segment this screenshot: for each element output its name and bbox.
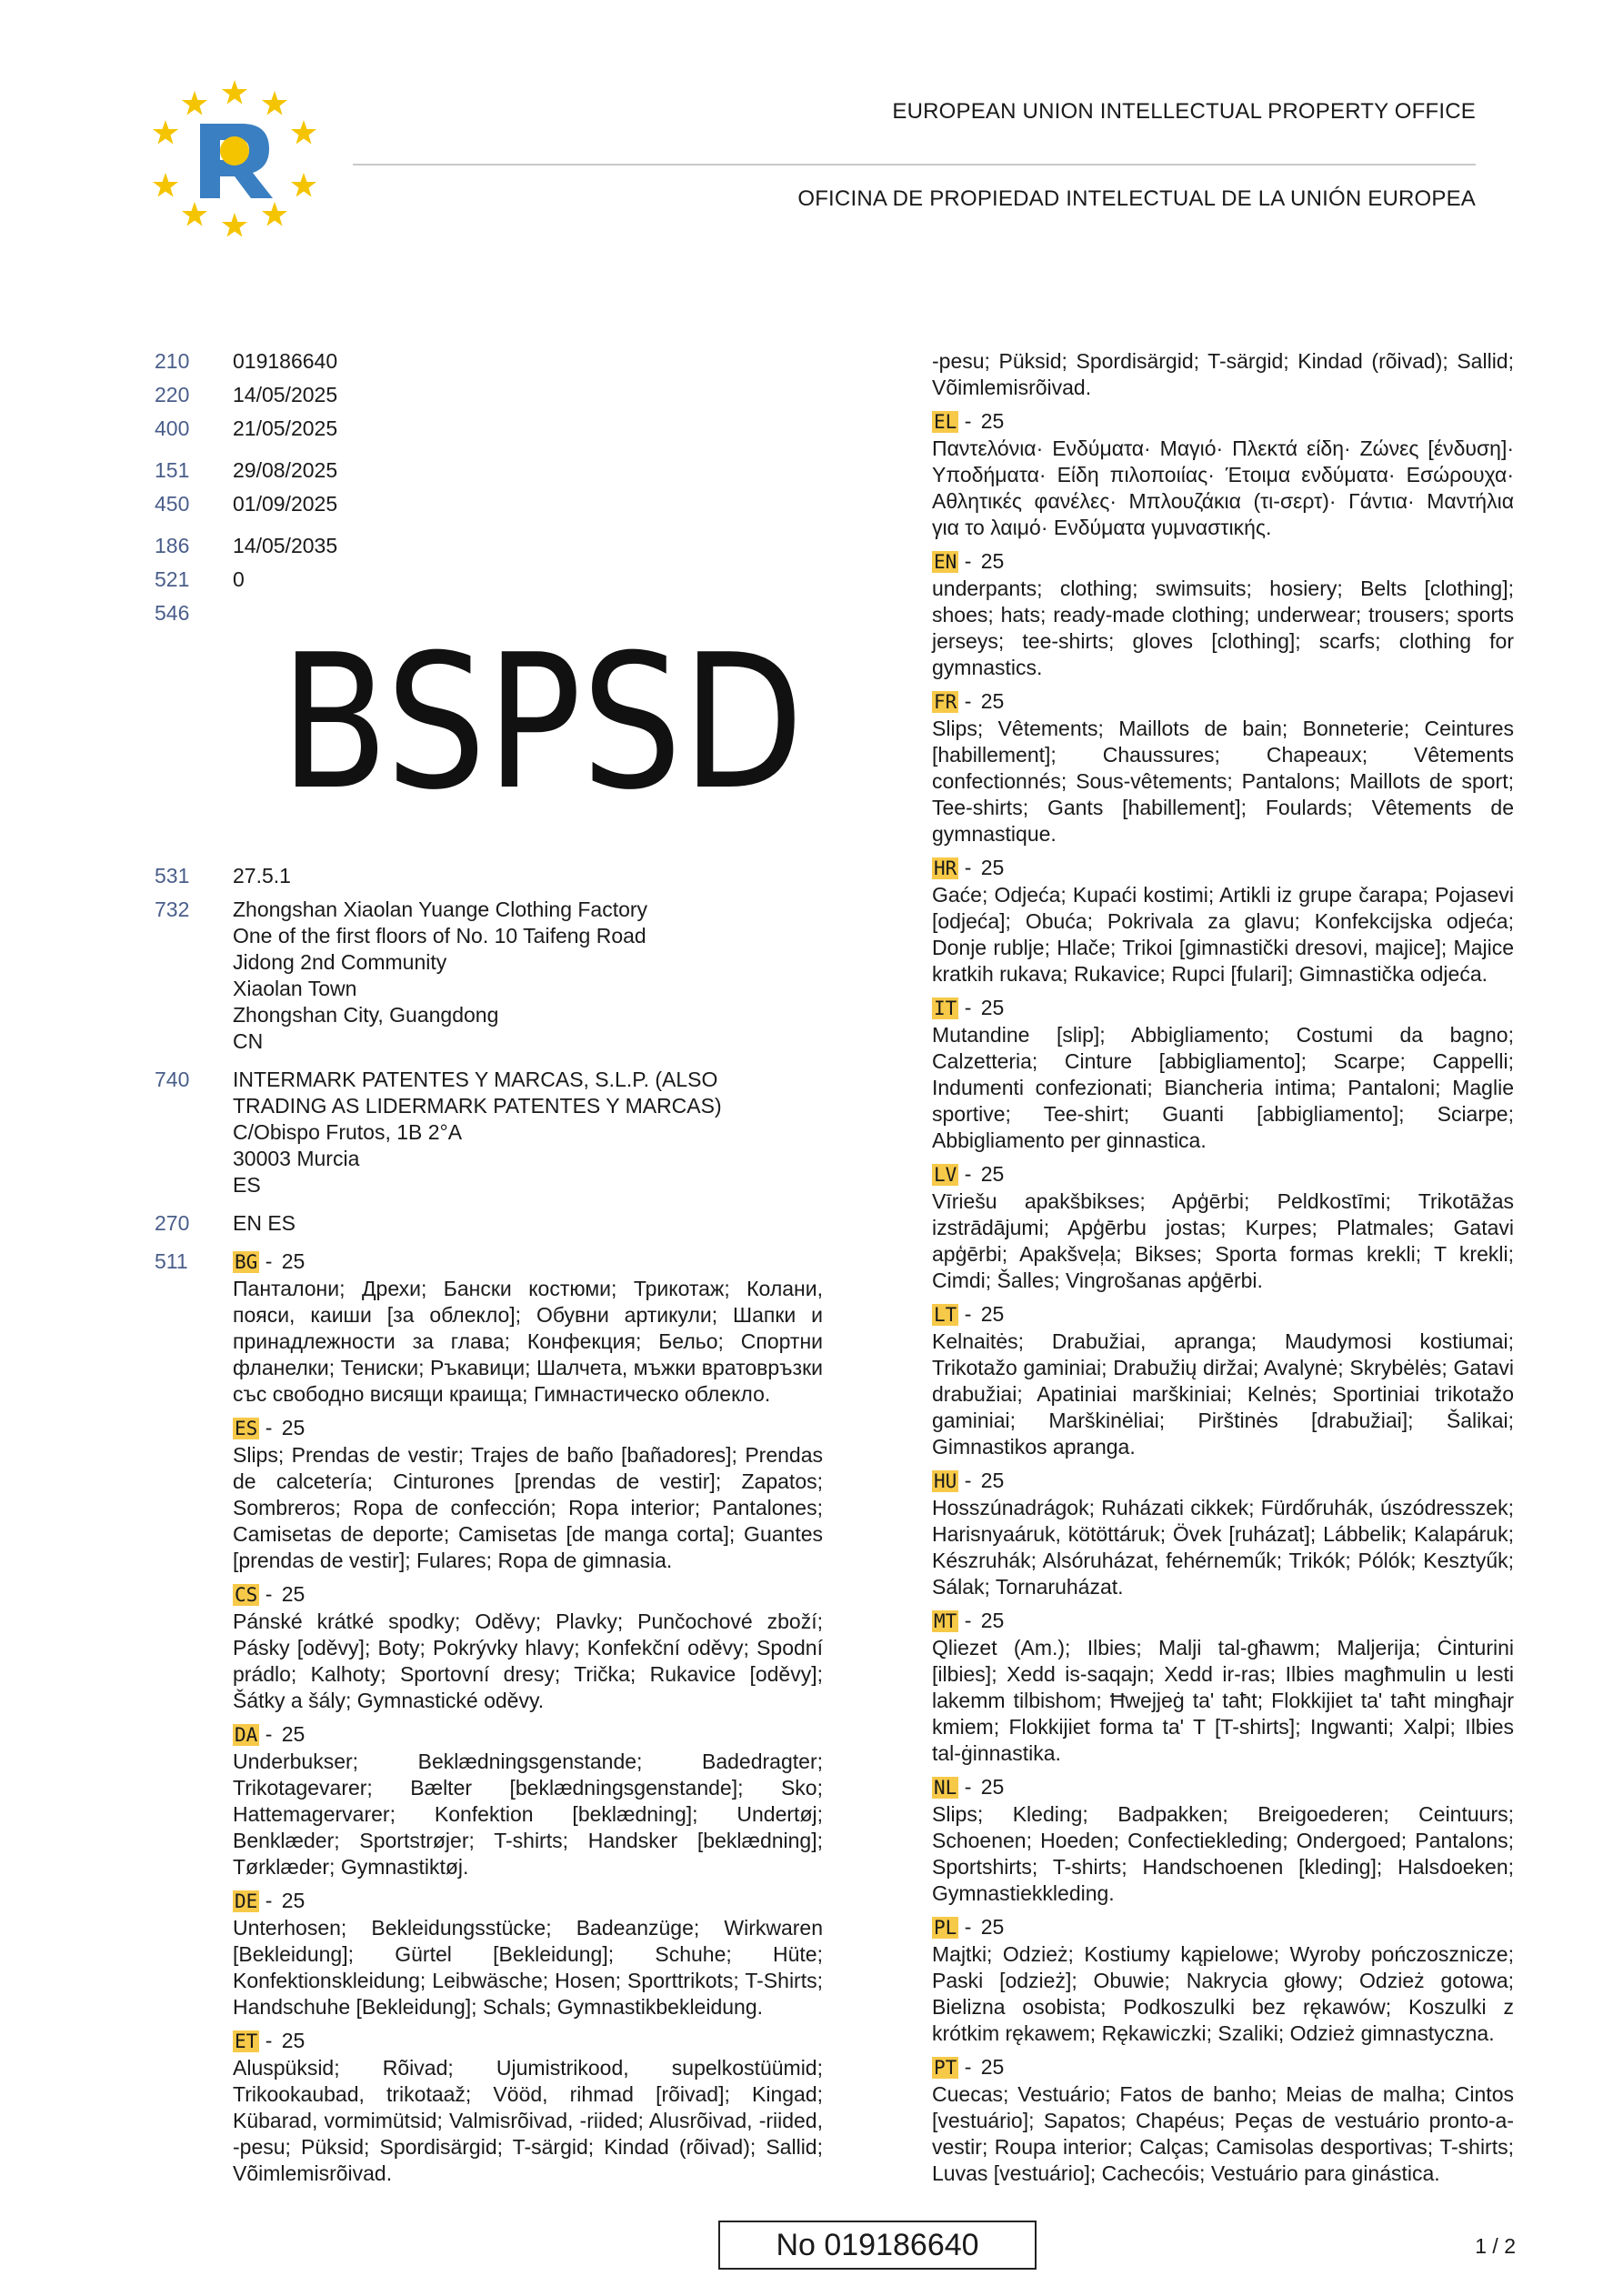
goods-text: Underbukser; Beklædningsgenstande; Badedragter; Trikotagevarer; Bælter [beklædningsgenstande]; Sko; Hattemagervarer; Konfektion [beklædning]; Undertøj; Benklæder; Sportstrøjer; T-shirts; Handsker [beklædning]; Tørklæder; Gymnastiktøj.: [233, 1750, 823, 1879]
class-number: 25: [281, 1249, 306, 1273]
lang-block-hu: [932, 1468, 1514, 1600]
lang-block-bg: [233, 1248, 823, 1408]
lang-tag: BG: [235, 1251, 258, 1273]
goods-list-left: [233, 1248, 823, 2185]
class-number: 25: [980, 1775, 1005, 1799]
class-number: 25: [980, 1469, 1005, 1492]
address-line: 30003 Murcia: [233, 1147, 360, 1170]
field-code: 546: [155, 601, 190, 625]
goods-text-continued: -pesu; Püksid; Spordisärgid; T-särgid; Kindad (rõivad); Sallid; Võimlemisrõivad.: [932, 349, 1514, 399]
field-value: 14/05/2025: [233, 383, 338, 406]
field-value: 01/09/2025: [233, 492, 338, 516]
class-separator: -: [265, 2029, 273, 2052]
lang-block-da: [233, 1721, 823, 1880]
lang-tag: FR: [934, 691, 957, 713]
registration-number-box: No 019186640: [718, 2221, 1037, 2270]
lang-block-hr: [932, 855, 1514, 988]
goods-text: Slips; Vêtements; Maillots de bain; Bonneterie; Ceintures [habillement]; Chaussures; Chapeaux; Vêtements confectionnés; Sous-vêtements; Pantalons; Maillots de sport; Tee-shirts; Gants [habillement]; Foulards; Vêtements de gymnastique.: [932, 717, 1514, 846]
owner-address: [233, 897, 823, 1055]
field-code: 531: [155, 864, 190, 887]
address-line: Jidong 2nd Community: [233, 950, 447, 974]
field-value: 0: [233, 567, 245, 591]
address-line: C/Obispo Frutos, 1B 2°A: [233, 1120, 463, 1144]
lang-tag: NL: [934, 1777, 957, 1799]
address-line: Zhongshan Xiaolan Yuange Clothing Factory: [233, 897, 648, 921]
euipo-logo-icon: [153, 78, 316, 242]
field-code: 521: [155, 567, 190, 591]
field-code: 740: [155, 1068, 190, 1091]
lang-block-cs: [233, 1581, 823, 1714]
goods-text: Παντελόνια· Ενδύματα· Μαγιό· Πλεκτά είδη· Ζώνες [ένδυση]· Υποδήματα· Είδη πιλοποιίας· Έτοιμα ενδύματα· Εσώρουχα· Αθλητικές φανέλες· Μπλουζάκια (τι-σερτ)· Γάντια· Μαντήλια για το λαιμό· Ενδύματα γυμναστικής.: [932, 436, 1514, 539]
goods-text: Pánské krátké spodky; Oděvy; Plavky; Punčochové zboží; Pásky [oděvy]; Boty; Pokrývky hlavy; Konfekční oděvy; Spodní prádlo; Kalhoty; Sportovní dresy; Trička; Rukavice [oděvy]; Šátky a šály; Gymnastické oděvy.: [233, 1609, 823, 1712]
representative-address: [233, 1067, 823, 1198]
class-number: 25: [980, 856, 1005, 879]
field-code: 220: [155, 383, 190, 406]
lang-block-fr: [932, 688, 1514, 847]
trademark-text: BSPSD: [280, 616, 804, 831]
field-511: [155, 1248, 823, 2185]
field-400: [155, 416, 823, 442]
class-separator: -: [265, 1249, 273, 1273]
class-separator: -: [964, 1302, 972, 1326]
lang-block-et: [233, 2028, 823, 2185]
goods-text: Slips; Kleding; Badpakken; Breigoederen; Ceintuurs; Schoenen; Hoeden; Confectiekleding; Ondergoed; Pantalons; Sportshirts; T-shirts; Handschoenen [kleding]; Halsdoeken; Gymnastiekkleding.: [932, 1802, 1514, 1905]
goods-text: Aluspüksid; Rõivad; Ujumistrikood, supelkostüümid; Trikookaubad, trikotaaž; Vööd, rihmad [rõivad]; Kingad; Kübarad, vormimütsid; Valmisrõivad, -riided; Alusrõivad, -riided, -pesu; Püksid; Spordisärgid; T-särgid; Kindad (rõivad); Sallid; Võimlemisrõivad.: [233, 2056, 823, 2185]
goods-text: Unterhosen; Bekleidungsstücke; Badeanzüge; Wirkwaren [Bekleidung]; Gürtel [Bekleidung]; Schuhe; Hüte; Konfektionskleidung; Leibwäsche; Hosen; Sporttrikots; T-Shirts; Handschuhe [Bekleidung]; Schals; Gymnastikbekleidung.: [233, 1916, 823, 2019]
lang-tag: ET: [235, 2030, 258, 2052]
lang-tag: CS: [235, 1584, 258, 1606]
class-separator: -: [265, 1889, 273, 1912]
lang-block-de: [233, 1888, 823, 2020]
lang-tag: EL: [934, 411, 957, 433]
field-value: 14/05/2035: [233, 534, 338, 557]
lang-block-el: [932, 408, 1514, 541]
address-line: INTERMARK PATENTES Y MARCAS, S.L.P. (ALSO: [233, 1068, 718, 1091]
field-740: [155, 1067, 823, 1198]
class-number: 25: [980, 1915, 1005, 1939]
field-code: 210: [155, 349, 190, 373]
class-number: 25: [281, 1582, 306, 1606]
class-separator: -: [265, 1416, 273, 1439]
class-number: 25: [980, 1609, 1005, 1632]
address-line: TRADING AS LIDERMARK PATENTES Y MARCAS): [233, 1094, 722, 1118]
address-line: ES: [233, 1173, 261, 1197]
office-name-es: OFICINA DE PROPIEDAD INTELECTUAL DE LA UNIÓN EUROPEA: [797, 186, 1476, 211]
class-number: 25: [281, 1722, 306, 1746]
goods-text: Панталони; Дрехи; Бански костюми; Трикотаж; Колани, пояси, каиши [за облекло]; Обувни артикули; Шапки и принадлежности за глава; Конфекция; Бельо; Спортни фланелки; Тениски; Ръкавици; Шалчета, мъжки вратовръзки със свободно висящи краища; Гимнастическо облекло.: [233, 1277, 823, 1406]
lang-tag: HR: [934, 857, 957, 879]
class-separator: -: [964, 1162, 972, 1186]
field-code: 400: [155, 416, 190, 440]
goods-text: Slips; Prendas de vestir; Trajes de baño [bañadores]; Prendas de calcetería; Cinturones [prendas de vestir]; Zapatos; Sombreros; Ropa de confección; Ropa interior; Pantalones; Camisetas de deporte; Camisetas [de manga corta]; Guantes [prendas de vestir]; Fulares; Ropa de gimnasia.: [233, 1443, 823, 1572]
class-separator: -: [964, 856, 972, 879]
field-220: [155, 382, 823, 408]
lang-block-pt: [932, 2054, 1514, 2187]
goods-text: underpants; clothing; swimsuits; hosiery; Belts [clothing]; shoes; hats; ready-made clothing; underwear; trousers; sports jerseys; tee-shirts; gloves [clothing]; scarfs; clothing for gymnastics.: [932, 577, 1514, 679]
field-value: 27.5.1: [233, 864, 291, 887]
goods-text: Gaće; Odjeća; Kupaći kostimi; Artikli iz grupe čarapa; Pojasevi [odjeća]; Obuća; Pokrivala za glavu; Konfekcijska odjeća; Donje rublje; Hlače; Trikoi [gimnastički dresovi, majice]; Majice kratkih rukava; Rukavice; Rupci [fulari]; Gimnastička odjeća.: [932, 883, 1514, 986]
lang-block-nl: [932, 1774, 1514, 1907]
lang-block-lt: [932, 1301, 1514, 1460]
class-number: 25: [281, 2029, 306, 2052]
trademark-wordmark: [278, 616, 806, 831]
field-code: 732: [155, 897, 190, 921]
goods-text: Qliezet (Am.); Ilbies; Malji tal-għawm; Maljerija; Ċinturini [ilbies]; Xedd is-saqajn; Xedd ir-ras; Ilbies magħmulin u lesti lakemm tilbishom; Ħwejjeġ ta' taħt; Flokkijiet ta' taħt mingħajr kmiem; Flokkijiet forma ta' T [T-shirts]; Ingwanti; Xalpi; Ilbies tal-ġinnastika.: [932, 1636, 1514, 1765]
class-separator: -: [964, 1469, 972, 1492]
trademark-image: [155, 616, 823, 863]
class-number: 25: [980, 549, 1005, 573]
office-name-en: EUROPEAN UNION INTELLECTUAL PROPERTY OFFICE: [892, 99, 1476, 124]
lang-tag: MT: [934, 1610, 957, 1632]
field-531: [155, 863, 823, 889]
header-divider: [353, 164, 1476, 165]
class-separator: -: [964, 2055, 972, 2079]
lang-block-en: [932, 548, 1514, 681]
lang-tag: DA: [235, 1724, 258, 1746]
goods-text: Kelnaitės; Drabužiai, apranga; Maudymosi kostiumai; Trikotažo gaminiai; Drabužių diržai; Avalynė; Skrybėlės; Gatavi drabužiai; Apatiniai marškiniai; Kelnės; Sportiniai trikotažo gaminiai; Marškinėliai; Pirštinės [drabužiai]; Šalikai; Gimnastikos apranga.: [932, 1329, 1514, 1459]
class-separator: -: [964, 549, 972, 573]
lang-tag: DE: [235, 1890, 258, 1912]
field-value: EN ES: [233, 1211, 296, 1235]
lang-block-lv: [932, 1161, 1514, 1294]
class-separator: -: [964, 1775, 972, 1799]
field-code: 450: [155, 492, 190, 516]
field-151: [155, 457, 823, 484]
class-number: 25: [281, 1889, 306, 1912]
class-separator: -: [964, 409, 972, 433]
class-separator: -: [265, 1582, 273, 1606]
field-270: [155, 1210, 823, 1237]
class-number: 25: [980, 1162, 1005, 1186]
class-number: 25: [980, 1302, 1005, 1326]
class-number: 25: [980, 996, 1005, 1019]
right-column: [932, 348, 1514, 2187]
field-450: [155, 491, 823, 517]
lang-block-it: [932, 995, 1514, 1154]
class-number: 25: [980, 689, 1005, 713]
lang-block-pl: [932, 1914, 1514, 2047]
lang-tag: EN: [934, 551, 957, 573]
left-column: [155, 348, 823, 2185]
lang-tag: LV: [934, 1164, 957, 1186]
goods-text: Vīriešu apakšbikses; Apģērbi; Peldkostīmi; Trikotāžas izstrādājumi; Apģērbu jostas; Kurpes; Platmales; Gatavi apģērbi; Apakšveļa; Bikses; Sporta formas krekli; T krekli; Cimdi; Šalles; Vingrošanas apģērbi.: [932, 1189, 1514, 1292]
page-number: 1 / 2: [1475, 2234, 1516, 2258]
lang-tag: PT: [934, 2057, 957, 2079]
goods-text: Mutandine [slip]; Abbigliamento; Costumi da bagno; Calzetteria; Cinture [abbigliamento]; Scarpe; Cappelli; Indumenti confezionati; Biancheria intima; Pantaloni; Maglie sportive; Tee-shirt; Guanti [abbigliamento]; Sciarpe; Abbigliamento per ginnastica.: [932, 1023, 1514, 1152]
field-code: 186: [155, 534, 190, 557]
lang-block-mt: [932, 1608, 1514, 1767]
field-186: [155, 533, 823, 559]
class-number: 25: [980, 2055, 1005, 2079]
class-number: 25: [980, 409, 1005, 433]
field-code: 511: [155, 1249, 188, 1273]
class-separator: -: [964, 1609, 972, 1632]
lang-tag: PL: [934, 1917, 957, 1939]
class-separator: -: [964, 1915, 972, 1939]
lang-tag: LT: [934, 1304, 957, 1326]
class-separator: -: [964, 689, 972, 713]
field-value: 21/05/2025: [233, 416, 338, 440]
address-line: CN: [233, 1029, 264, 1053]
goods-text: Hosszúnadrágok; Ruházati cikkek; Fürdőruhák, úszódresszek; Harisnyaáruk, kötöttáruk; Övek [ruházat]; Lábbelik; Kalapáruk; Készruhák; Alsóruházat, fehérneműk; Trikók; Pólók; Kesztyűk; Sálak; Tornaruházat.: [932, 1496, 1514, 1599]
lang-tag: IT: [934, 998, 957, 1019]
field-value: 019186640: [233, 349, 338, 373]
field-value: 29/08/2025: [233, 458, 338, 482]
goods-text: Cuecas; Vestuário; Fatos de banho; Meias de malha; Cintos [vestuário]; Sapatos; Chapéus; Peças de vestuário pronto-a-vestir; Roupa interior; Calças; Camisolas desportivas; T-shirts; Luvas [vestuário]; Cachecóis; Vestuário para ginástica.: [932, 2082, 1514, 2185]
field-code: 270: [155, 1211, 190, 1235]
lang-tag: HU: [934, 1470, 957, 1492]
field-732: [155, 897, 823, 1055]
field-code: 151: [155, 458, 190, 482]
field-210: [155, 348, 823, 375]
address-line: Xiaolan Town: [233, 977, 357, 1000]
address-line: One of the first floors of No. 10 Taifeng Road: [233, 924, 646, 947]
lang-block-es: [233, 1415, 823, 1574]
goods-text: Majtki; Odzież; Kostiumy kąpielowe; Wyroby pończosznicze; Paski [odzież]; Obuwie; Nakrycia głowy; Odzież gotowa; Bielizna osobista; Podkoszulki bez rękawów; Koszulki z krótkim rękawem; Rękawiczki; Szaliki; Odzież gimnastyczna.: [932, 1942, 1514, 2045]
class-number: 25: [281, 1416, 306, 1439]
class-separator: -: [265, 1722, 273, 1746]
class-separator: -: [964, 996, 972, 1019]
address-line: Zhongshan City, Guangdong: [233, 1003, 499, 1027]
field-521: [155, 566, 823, 593]
lang-tag: ES: [235, 1418, 258, 1439]
